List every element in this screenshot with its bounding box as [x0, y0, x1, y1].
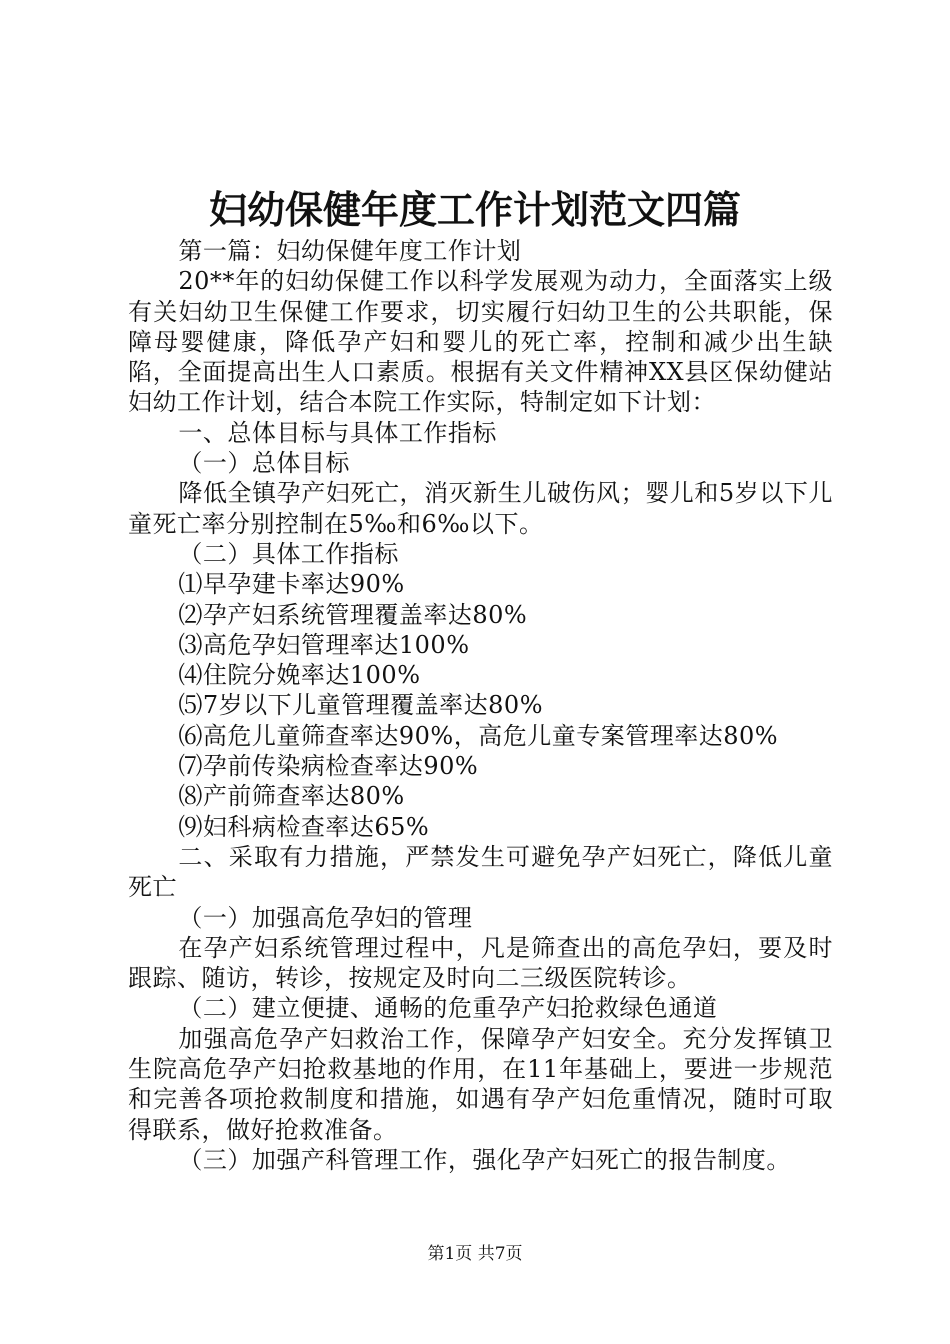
indicator-item: ⑺孕前传染病检查率达90% [178, 752, 479, 781]
subsection-heading: （一）总体目标 [178, 449, 350, 478]
section-heading: 一、总体目标与具体工作指标 [178, 418, 497, 447]
document-title: 妇幼保健年度工作计划范文四篇 [208, 187, 741, 232]
page-footer: 第1页 共7页 [427, 1244, 523, 1264]
indicator-item: ⑵孕产妇系统管理覆盖率达80% [178, 600, 528, 629]
intro-paragraph: 20**年的妇幼保健工作以科学发展观为动力，全面落实上级有关妇幼卫生保健工作要求，切实履行妇幼卫生的公共职能，保障母婴健康，降低孕产妇和婴儿的死亡率，控制和减少出生缺陷，全面提高出生人口素质。根据有关文件精神XX县区保幼健站妇幼工作计划，结合本院工作实际，特制定如下计划： [128, 267, 833, 417]
indicator-item: ⑶高危孕妇管理率达100% [178, 630, 470, 659]
indicator-item: ⑼妇科病检查率达65% [178, 812, 430, 841]
part-heading: 第一篇：妇幼保健年度工作计划 [178, 237, 522, 265]
section-heading: 二、采取有力措施，严禁发生可避免孕产妇死亡，降低儿童死亡 [128, 842, 833, 902]
body-paragraph: 加强高危孕产妇救治工作，保障孕产妇安全。充分发挥镇卫生院高危孕产妇抢救基地的作用，在11年基础上，要进一步规范和完善各项抢救制度和措施，如遇有孕产妇危重情况，随时可取得联系，做好抢救准备。 [128, 1024, 833, 1144]
body-paragraph: 降低全镇孕产妇死亡，消灭新生儿破伤风；婴儿和5岁以下儿童死亡率分别控制在5‰和6‰以下。 [128, 479, 833, 538]
subsection-heading: （二）具体工作指标 [178, 539, 399, 568]
subsection-heading: （二）建立便捷、通畅的危重孕产妇抢救绿色通道 [178, 994, 718, 1023]
document-body [128, 236, 833, 1175]
indicator-item: ⑸7岁以下儿童管理覆盖率达80% [178, 691, 544, 720]
subsection-heading: （一）加强高危孕妇的管理 [178, 903, 473, 932]
indicator-item: ⑹高危儿童筛查率达90%，高危儿童专案管理率达80% [178, 721, 779, 750]
indicator-item: ⑷住院分娩率达100% [178, 661, 421, 690]
indicator-item: ⑻产前筛查率达80% [178, 782, 405, 811]
indicator-item: ⑴早孕建卡率达90% [178, 570, 405, 599]
body-paragraph: 在孕产妇系统管理过程中，凡是筛查出的高危孕妇，要及时跟踪、随访，转诊，按规定及时向二三级医院转诊。 [128, 933, 833, 993]
subsection-heading: （三）加强产科管理工作，强化孕产妇死亡的报告制度。 [178, 1145, 791, 1174]
